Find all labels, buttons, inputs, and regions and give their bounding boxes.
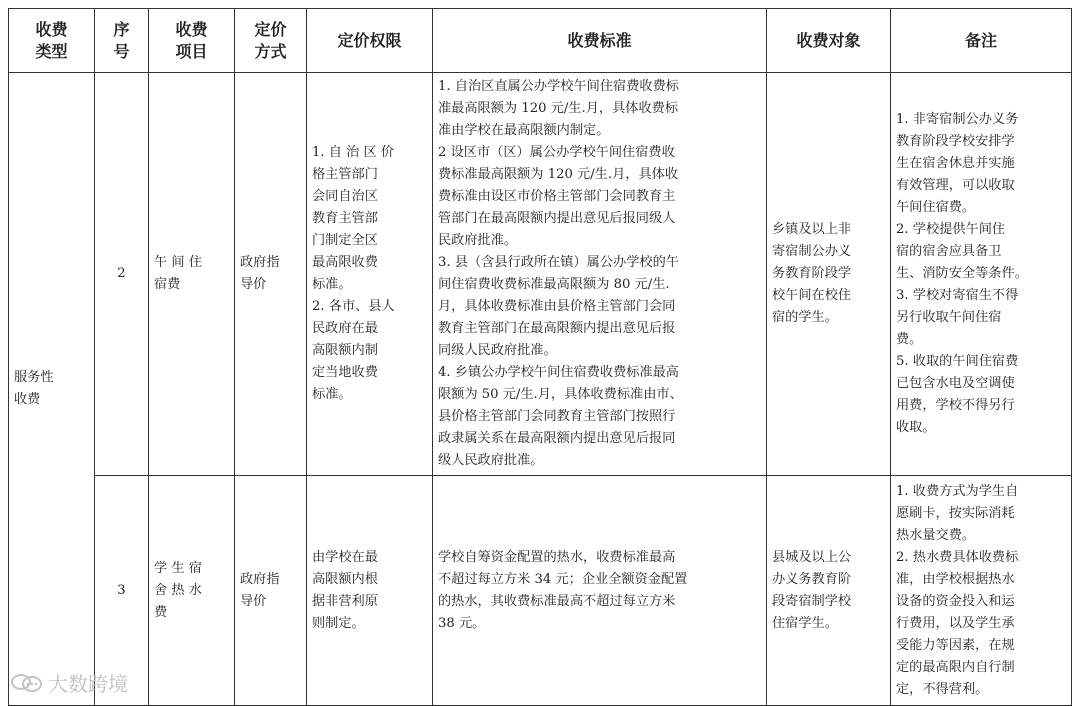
fee-target-cell: 乡镇及以上非 寄宿制公办义 务教育阶段学 校午间在校住 宿的学生。	[767, 73, 891, 476]
header-fee-item: 收费 项目	[149, 9, 235, 73]
watermark-text: 大数跨境	[48, 672, 128, 696]
remarks-cell: 1. 非寄宿制公办义务 教育阶段学校安排学 生在宿舍休息并实施 有效管理，可以收取 午间住宿费。 2. 学校提供午间住 宿的宿舍应具备卫 生、消防安全等条件。 3. 学校对寄宿生不得 另行收取午间住宿 费。 5. 收取的午间住宿费 已包含水电及空调使 用费，学校不得另行 收取。	[891, 73, 1072, 476]
fee-item-cell: 学 生 宿 舍 热 水 费	[149, 476, 235, 706]
table-row	[9, 73, 1072, 476]
fee-item-cell: 午 间 住 宿费	[149, 73, 235, 476]
fee-table	[8, 8, 1072, 706]
pricing-method-cell: 政府指 导价	[235, 476, 307, 706]
header-row	[9, 9, 1072, 73]
row-number: 2	[95, 73, 149, 476]
remarks-cell: 1. 收费方式为学生自 愿刷卡，按实际消耗 热水量交费。 2. 热水费具体收费标 准，由学校根据热水 设备的资金投入和运 行费用，以及学生承 受能力等因素，在规 定的最高限内自行制 定，不得营利。	[891, 476, 1072, 706]
fee-table-page	[8, 8, 1071, 702]
header-fee-type: 收费 类型	[9, 9, 95, 73]
pricing-authority-cell: 1. 自 治 区 价 格主管部门 会同自治区 教育主管部 门制定全区 最高限收费 标准。 2. 各市、县人 民政府在最 高限额内制 定当地收费 标准。	[307, 73, 433, 476]
header-fee-standard: 收费标准	[433, 9, 767, 73]
header-fee-target: 收费对象	[767, 9, 891, 73]
pricing-method-cell: 政府指 导价	[235, 73, 307, 476]
header-pricing-method: 定价 方式	[235, 9, 307, 73]
fee-target-cell: 县城及以上公 办义务教育阶 段寄宿制学校 住宿学生。	[767, 476, 891, 706]
pricing-authority-cell: 由学校在最 高限额内根 据非营利原 则制定。	[307, 476, 433, 706]
header-remarks: 备注	[891, 9, 1072, 73]
category-cell: 服务性 收费	[9, 73, 95, 706]
row-number: 3	[95, 476, 149, 706]
watermark	[10, 668, 128, 697]
chat-bubbles-logo-icon	[10, 672, 44, 694]
fee-standard-cell: 学校自筹资金配置的热水，收费标准最高 不超过每立方米 34 元；企业全额资金配置 的热水，其收费标准最高不超过每立方米 38 元。	[433, 476, 767, 706]
fee-standard-cell: 1. 自治区直属公办学校午间住宿费收费标 准最高限额为 120 元/生.月，具体收费标 准由学校在最高限额内制定。 2 设区市（区）属公办学校午间住宿费收 费标准最高限额为 120 元/生.月，具体收 费标准由设区市价格主管部门会同教育主 管部门在最高限额内提出意见后报同级人 民政府批准。 3. 县（含县行政所在镇）属公办学校的午 间住宿费收费标准最高限额为 80 元/生. 月，具体收费标准由县价格主管部门会同 教育主管部门在最高限额内提出意见后报 同级人民政府批准。 4. 乡镇公办学校午间住宿费收费标准最高 限额为 50 元/生.月，具体收费标准由市、 县价格主管部门会同教育主管部门按照行 政隶属关系在最高限额内提出意见后报同 级人民政府批准。	[433, 73, 767, 476]
header-pricing-authority: 定价权限	[307, 9, 433, 73]
header-number: 序 号	[95, 9, 149, 73]
table-row	[9, 476, 1072, 706]
